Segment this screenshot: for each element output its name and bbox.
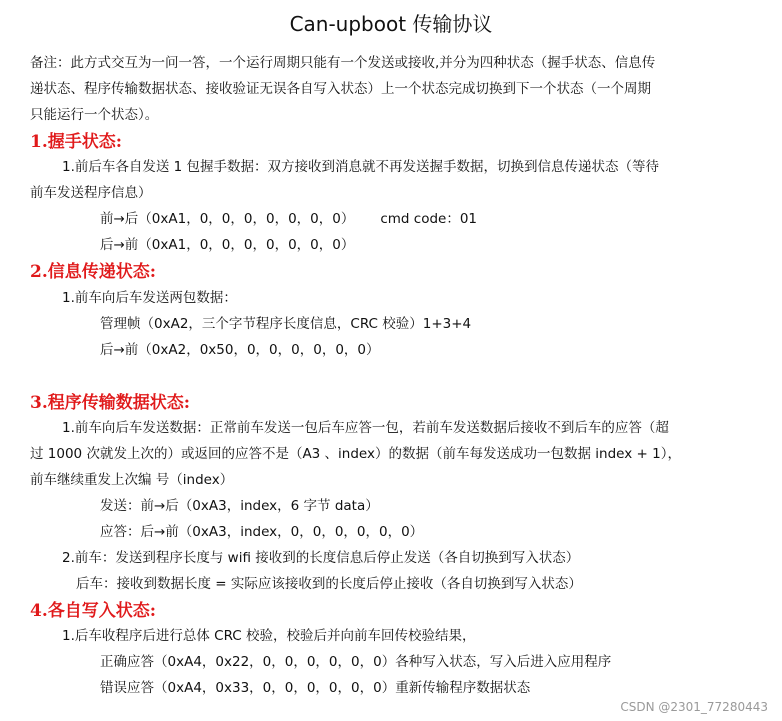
section-2-frame-1: 管理帧（0xA2，三个字节程序长度信息，CRC 校验）1+3+4	[100, 316, 472, 332]
section-3-item-2: 2.前车：发送到程序长度与 wifi 接收到的长度信息后停止发送（各自切换到写入状态）	[62, 550, 580, 566]
section-4-frame-error: 错误应答（0xA4，0x33，0，0，0，0，0，0）重新传输程序数据状态	[100, 680, 531, 696]
note-line-2: 递状态、程序传输数据状态、接收验证无误各自写入状态）上一个状态完成切换到下一个状态（一个周期	[30, 81, 651, 97]
note-line-1: 备注：此方式交互为一问一答，一个运行周期只能有一个发送或接收,并分为四种状态（握手状态、信息传	[30, 55, 656, 71]
note-line-3: 只能运行一个状态）。	[30, 107, 159, 123]
section-1-heading: 1.握手状态:	[30, 132, 123, 152]
section-4-paragraph-line-1: 1.后车收程序后进行总体 CRC 校验，校验后并向前车回传校验结果，	[62, 628, 476, 644]
section-3-paragraph-line-3: 前车继续重发上次编 号（index）	[30, 472, 234, 488]
section-3-frame-send: 发送：前→后（0xA3，index，6 字节 data）	[100, 498, 379, 514]
section-3-heading: 3.程序传输数据状态:	[30, 393, 191, 413]
section-2-frame-2: 后→前（0xA2，0x50，0，0，0，0，0，0）	[100, 342, 380, 358]
section-1-paragraph-line-1: 1.前后车各自发送 1 包握手数据：双方接收到消息就不再发送握手数据，切换到信息传递状态（等待	[62, 159, 660, 175]
section-4-heading: 4.各自写入状态:	[30, 601, 157, 621]
section-1-paragraph-line-2: 前车发送程序信息）	[30, 185, 152, 201]
section-3-frame-reply: 应答：后→前（0xA3，index，0，0，0，0，0，0）	[100, 524, 424, 540]
section-3-item-2-rear: 后车：接收到数据长度 = 实际应该接收到的长度后停止接收（各自切换到写入状态）	[76, 576, 582, 592]
cmd-code-label: cmd code：01	[380, 211, 478, 227]
section-1-frame-1	[100, 206, 477, 232]
frame-text: 前→后（0xA1，0，0，0，0，0，0，0）	[100, 211, 355, 227]
csdn-watermark: CSDN @2301_77280443	[620, 700, 768, 714]
section-4-frame-correct: 正确应答（0xA4，0x22，0，0，0，0，0，0）各种写入状态，写入后进入应用程序	[100, 654, 612, 670]
section-2-heading: 2.信息传递状态:	[30, 262, 157, 282]
section-3-paragraph-line-1: 1.前车向后车发送数据：正常前车发送一包后车应答一包，若前车发送数据后接收不到后车的应答（超	[62, 420, 669, 436]
document-title: Can-upboot 传输协议	[289, 12, 493, 36]
section-2-paragraph-line-1: 1.前车向后车发送两包数据：	[62, 290, 237, 306]
section-1-frame-2: 后→前（0xA1，0，0，0，0，0，0，0）	[100, 237, 355, 253]
section-3-paragraph-line-2: 过 1000 次就发上次的）或返回的应答不是（A3 、index）的数据（前车每发送成功一包数据 index + 1），	[30, 446, 681, 462]
